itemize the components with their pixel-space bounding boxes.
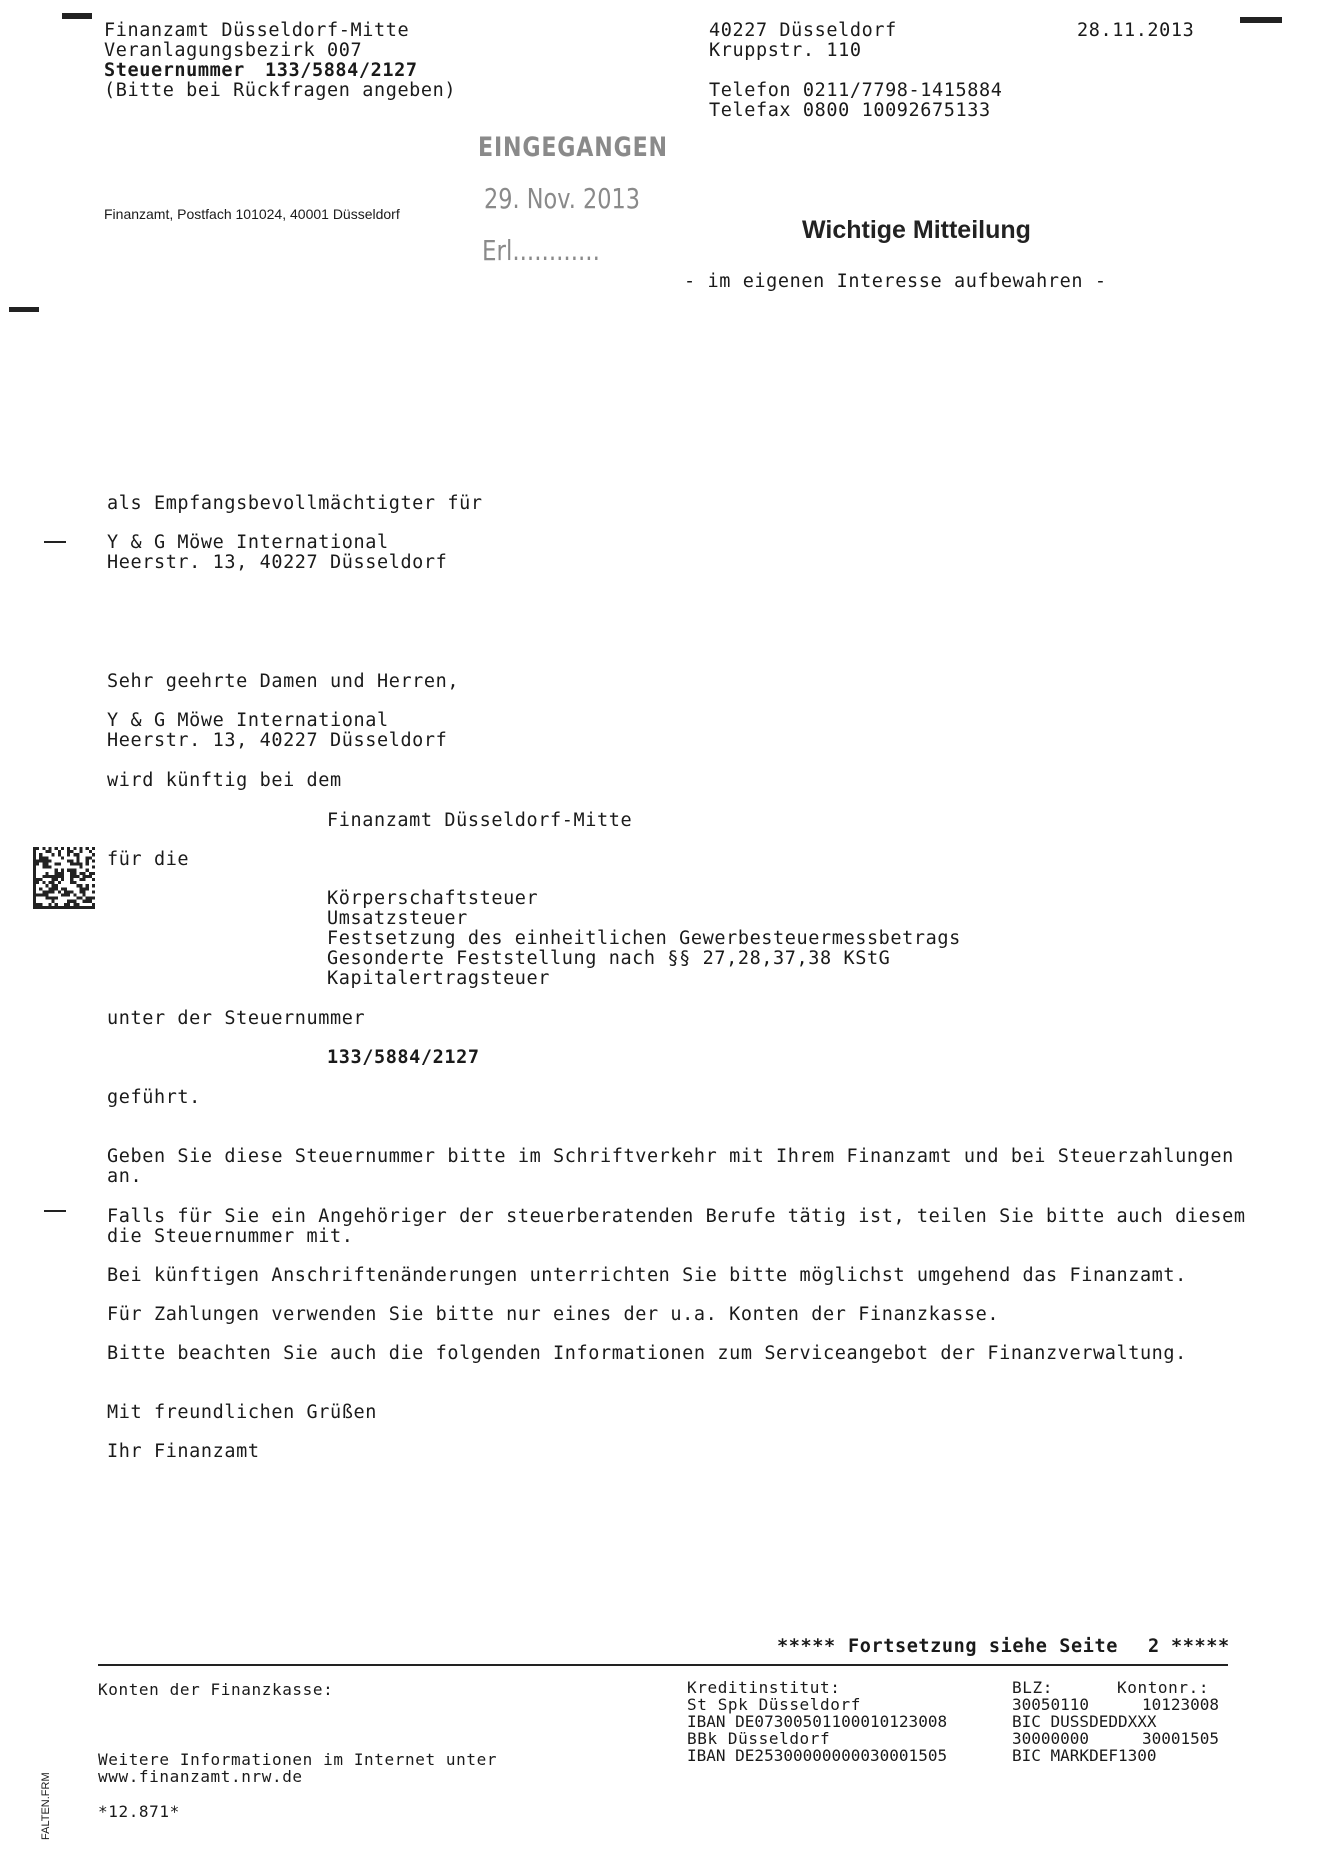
iban-1: IBAN DE07300501100010123008: [687, 1712, 948, 1731]
fold-mark-lower: [44, 1210, 66, 1212]
received-stamp-erl: Erl............: [482, 234, 600, 267]
office-fax: Telefax 0800 10092675133: [709, 100, 991, 121]
return-address: Finanzamt, Postfach 101024, 40001 Düsseldorf: [104, 206, 400, 222]
signature: Ihr Finanzamt: [107, 1441, 260, 1462]
received-stamp: [478, 132, 710, 163]
continuation-page: 2: [1148, 1636, 1160, 1657]
sender-note: (Bitte bei Rückfragen angeben): [104, 80, 457, 101]
tax-number-label: Steuernummer: [104, 60, 245, 81]
paragraph-2b: die Steuernummer mit.: [107, 1226, 354, 1247]
body-office: Finanzamt Düsseldorf-Mitte: [327, 810, 633, 831]
footer-accounts-label: Konten der Finanzkasse:: [98, 1680, 334, 1699]
paragraph-2a: Falls für Sie ein Angehöriger der steuerberatenden Berufe tätig ist, teilen Sie bitte auch diesem: [107, 1206, 1246, 1227]
form-id: FALTEN.FRM: [40, 1772, 52, 1840]
iban-2: IBAN DE25300000000030001505: [687, 1746, 948, 1765]
salutation: Sehr geehrte Damen und Herren,: [107, 671, 460, 692]
sender-office: Finanzamt Düsseldorf-Mitte: [104, 20, 410, 41]
blz-2: 30000000: [1012, 1729, 1090, 1748]
account-label: Kontonr.:: [1117, 1678, 1210, 1697]
office-phone: Telefon 0211/7798-1415884: [709, 80, 1003, 101]
tax-type-4: Gesonderte Feststellung nach §§ 27,28,37,38 KStG: [327, 948, 891, 969]
tax-number-header: 133/5884/2127: [265, 60, 418, 81]
notice-title: Wichtige Mitteilung: [802, 216, 1031, 244]
office-street: Kruppstr. 110: [709, 40, 862, 61]
datamatrix-code: [33, 847, 95, 909]
blz-label: BLZ:: [1012, 1678, 1053, 1697]
footer-url: www.finanzamt.nrw.de: [98, 1767, 303, 1786]
received-stamp-label: EINGEGANGEN: [478, 132, 668, 163]
body-line-future: wird künftig bei dem: [107, 770, 342, 791]
notice-subtitle: - im eigenen Interesse aufbewahren -: [684, 271, 1107, 292]
recipient-street: Heerstr. 13, 40227 Düsseldorf: [107, 552, 448, 573]
body-for-the: für die: [107, 849, 190, 870]
bic-2: BIC MARKDEF1300: [1012, 1746, 1157, 1765]
office-city: 40227 Düsseldorf: [709, 20, 897, 41]
continuation-stars-left: *****: [777, 1636, 836, 1657]
fold-mark-middle: [44, 541, 66, 543]
account-2: 30001505: [1142, 1729, 1220, 1748]
paragraph-3: Bei künftigen Anschriftenänderungen unterrichten Sie bitte möglichst umgehend das Finanzamt.: [107, 1265, 1187, 1286]
body-company-street: Heerstr. 13, 40227 Düsseldorf: [107, 730, 448, 751]
received-stamp-date: 29. Nov. 2013: [484, 182, 640, 215]
bank-1: St Spk Düsseldorf: [687, 1695, 861, 1714]
bic-1: BIC DUSSDEDDXXX: [1012, 1712, 1157, 1731]
tax-type-3: Festsetzung des einheitlichen Gewerbesteuermessbetrags: [327, 928, 961, 949]
closing: Mit freundlichen Grüßen: [107, 1402, 377, 1423]
blz-1: 30050110: [1012, 1695, 1090, 1714]
continuation-text: Fortsetzung siehe Seite: [848, 1636, 1118, 1657]
paragraph-5: Bitte beachten Sie auch die folgenden Informationen zum Serviceangebot der Finanzverwaltung.: [107, 1343, 1187, 1364]
body-company: Y & G Möwe International: [107, 710, 389, 731]
footer-divider: [98, 1664, 1228, 1666]
paragraph-1a: Geben Sie diese Steuernummer bitte im Schriftverkehr mit Ihrem Finanzamt und bei Steuerzahlungen: [107, 1146, 1234, 1167]
letter-date: 28.11.2013: [1077, 20, 1195, 41]
bank-2: BBk Düsseldorf: [687, 1729, 831, 1748]
footer-code: *12.871*: [98, 1802, 180, 1821]
account-1: 10123008: [1142, 1695, 1220, 1714]
body-under-number: unter der Steuernummer: [107, 1008, 366, 1029]
footer-more-info: Weitere Informationen im Internet unter: [98, 1750, 498, 1769]
corner-mark-left: [62, 13, 92, 19]
paragraph-4: Für Zahlungen verwenden Sie bitte nur eines der u.a. Konten der Finanzkasse.: [107, 1304, 1000, 1325]
fold-mark-top: [9, 307, 39, 312]
tax-type-2: Umsatzsteuer: [327, 908, 468, 929]
continuation-stars-right: *****: [1171, 1636, 1230, 1657]
body-tax-number: 133/5884/2127: [327, 1047, 480, 1068]
sender-district: Veranlagungsbezirk 007: [104, 40, 363, 61]
tax-type-1: Körperschaftsteuer: [327, 888, 539, 909]
bank-label: Kreditinstitut:: [687, 1678, 841, 1697]
tax-type-5: Kapitalertragsteuer: [327, 968, 551, 989]
body-managed: geführt.: [107, 1087, 201, 1108]
paragraph-1b: an.: [107, 1166, 143, 1187]
corner-mark-right: [1240, 17, 1282, 23]
recipient-name: Y & G Möwe International: [107, 532, 389, 553]
recipient-intro: als Empfangsbevollmächtigter für: [107, 493, 483, 514]
